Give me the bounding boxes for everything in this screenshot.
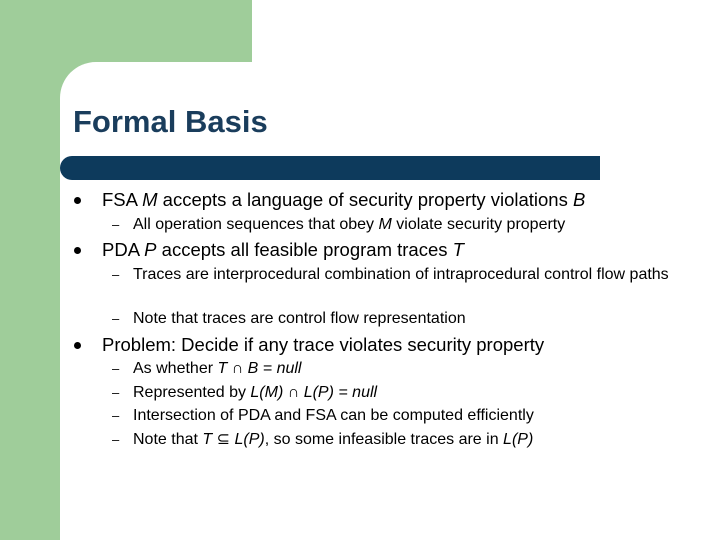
sub-bullet-dash: –: [112, 267, 120, 282]
sub-bullet-dash: –: [112, 311, 120, 326]
sub-bullet-dash: –: [112, 385, 120, 400]
bullet-2-text: PDA P accepts all feasible program traces T: [102, 239, 464, 260]
intersection-symbol: ∩: [287, 384, 300, 401]
subset-symbol: ⊆: [216, 431, 231, 448]
sub-bullet-dash: –: [112, 361, 120, 376]
bullet-dot: [74, 197, 81, 204]
bullet-dot: [74, 342, 81, 349]
bullet-2-sub-2: Note that traces are control flow representation: [133, 310, 466, 327]
bullet-3-sub-4: Note that T ⊆ L(P), so some infeasible traces are in L(P): [133, 431, 534, 448]
bullet-1-text: FSA M accepts a language of security property violations B: [102, 189, 586, 210]
sub-bullet-dash: –: [112, 408, 120, 423]
bullet-3-text: Problem: Decide if any trace violates security property: [102, 334, 545, 355]
bullet-3-sub-3: Intersection of PDA and FSA can be computed efficiently: [133, 407, 534, 424]
bullet-2-sub-1: Traces are interprocedural combination of intraprocedural control flow paths: [133, 266, 669, 283]
bullet-3-sub-1: As whether T ∩ B = null: [133, 360, 302, 377]
sub-bullet-dash: –: [112, 217, 120, 232]
bullet-dot: [74, 247, 81, 254]
intersection-symbol: ∩: [231, 360, 244, 377]
title-underline-bar: [60, 156, 600, 180]
bullet-3-sub-2: Represented by L(M) ∩ L(P) = null: [133, 384, 378, 401]
sub-bullet-dash: –: [112, 432, 120, 447]
slide-title: Formal Basis: [73, 104, 268, 139]
bullet-1-sub-1: All operation sequences that obey M violate security property: [133, 216, 566, 233]
